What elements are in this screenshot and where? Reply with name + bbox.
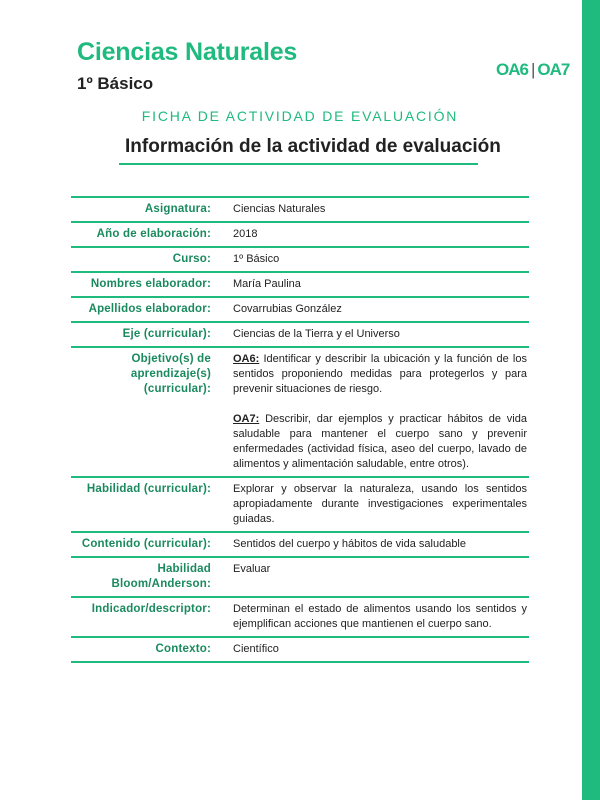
field-label: Año de elaboración:: [71, 222, 233, 247]
table-row: [71, 597, 529, 637]
table-row: [71, 197, 529, 222]
objective-code: OA7:: [233, 413, 260, 425]
field-label: Habilidad (curricular):: [71, 477, 233, 532]
field-value: Científico: [233, 637, 529, 662]
field-label: Objetivo(s) de aprendizaje(s) (curricular):: [71, 347, 233, 477]
field-value: Ciencias de la Tierra y el Universo: [233, 322, 529, 347]
field-value: Ciencias Naturales: [233, 197, 529, 222]
field-value: María Paulina: [233, 272, 529, 297]
field-label: Nombres elaborador:: [71, 272, 233, 297]
table-row: [71, 222, 529, 247]
table-row: [71, 532, 529, 557]
field-label: Habilidad Bloom/Anderson:: [71, 557, 233, 597]
field-label: Asignatura:: [71, 197, 233, 222]
sheet-label: FICHA DE ACTIVIDAD DE EVALUACIÓN: [141, 108, 459, 124]
table-row: [71, 272, 529, 297]
oa-tag: OA7: [537, 60, 570, 79]
field-label: Contexto:: [71, 637, 233, 662]
field-label: Curso:: [71, 247, 233, 272]
field-label: Eje (curricular):: [71, 322, 233, 347]
table-row: [71, 247, 529, 272]
objective-item: [233, 412, 527, 472]
oa-separator: |: [530, 60, 535, 79]
field-value: Sentidos del cuerpo y hábitos de vida saludable: [233, 532, 529, 557]
oa-tag: OA6: [496, 60, 528, 79]
field-value: Determinan el estado de alimentos usando los sentidos y ejemplifican acciones que mantienen el cuerpo sano.: [233, 597, 529, 637]
oa-tags: [496, 60, 569, 80]
field-label: Apellidos elaborador:: [71, 297, 233, 322]
objective-code: OA6:: [233, 353, 260, 365]
field-value: 2018: [233, 222, 529, 247]
objective-text: Describir, dar ejemplos y practicar hábitos de vida saludable para mantener el cuerpo sano y prevenir enfermedades (actividad física, aseo del cuerpo, lavado de alimentos y alimentación saludable, entre otros).: [233, 413, 527, 470]
evaluation-info-table: [71, 196, 529, 663]
field-label: Indicador/descriptor:: [71, 597, 233, 637]
table-row: [71, 477, 529, 532]
field-value: Evaluar: [233, 557, 529, 597]
table-row: [71, 557, 529, 597]
field-value: 1º Básico: [233, 247, 529, 272]
field-value: Explorar y observar la naturaleza, usando los sentidos apropiadamente durante investigaciones experimentales guiadas.: [233, 477, 529, 532]
objective-item: [233, 352, 527, 397]
section-title: Información de la actividad de evaluación: [125, 136, 501, 157]
table-row: [71, 347, 529, 477]
field-label: Contenido (curricular):: [71, 532, 233, 557]
table-row: [71, 637, 529, 662]
grade-label: 1º Básico: [77, 74, 154, 93]
objective-text: Identificar y describir la ubicación y la función de los sentidos proponiendo medidas para protegerlos y para prevenir situaciones de riesgo.: [233, 353, 527, 395]
objectives-cell: [233, 347, 529, 477]
field-value: Covarrubias González: [233, 297, 529, 322]
table-row: [71, 322, 529, 347]
title-underline: [119, 163, 478, 165]
subject-title: Ciencias Naturales: [77, 38, 298, 66]
table-row: [71, 297, 529, 322]
